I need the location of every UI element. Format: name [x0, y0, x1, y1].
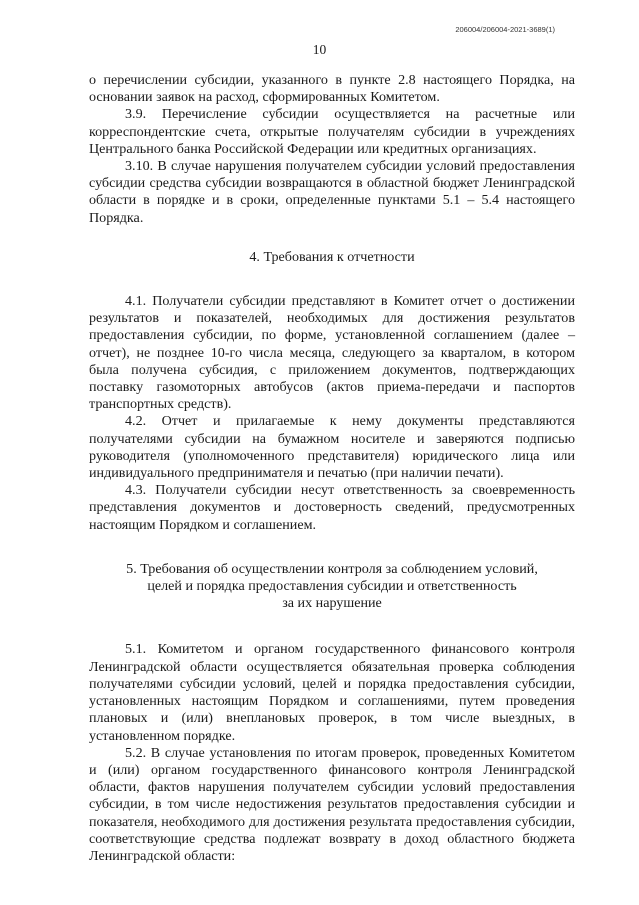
section-heading-4: 4. Требования к отчетности — [249, 248, 415, 265]
paragraph-4-2: 4.2. Отчет и прилагаемые к нему документы представляются получателями субсидии на бумажном носителе и заверяются подписью руководителя (уполномоченного представителя) юридического лица или индивидуального предпринимателя и печатью (при наличии печати). — [89, 413, 575, 482]
paragraph-5-1: 5.1. Комитетом и органом государственного финансового контроля Ленинградской области осуществляется обязательная проверка соблюдения получателями субсидии условий, целей и порядка предоставления субсидии, установленных настоящим Порядком и соглашениями, путем проведения плановых и (или) внеплановых проверок, в том числе выездных, в установленном порядке. — [89, 641, 575, 744]
paragraph-3-10: 3.10. В случае нарушения получателем субсидии условий предоставления субсидии средства субсидии возвращаются в областной бюджет Ленинградской области в порядке и в сроки, определенные пунктами 5.1 – 5.4 настоящего Порядка. — [89, 158, 575, 226]
document-id: 206004/206004-2021-3689(1) — [455, 25, 555, 34]
paragraph-4-3: 4.3. Получатели субсидии несут ответственность за своевременность представления документов и достоверность сведений, предусмотренных настоящим Порядком и соглашением. — [89, 482, 575, 533]
page-number: 10 — [312, 42, 327, 57]
section-heading-5-line-3: за их нарушение — [282, 595, 382, 612]
document-body — [89, 72, 575, 865]
paragraph-4-1: 4.1. Получатели субсидии представляют в Комитет отчет о достижении результатов и показателей, необходимых для достижения результатов предоставления субсидии, по форме, установленной соглашением (далее – отчет), не позднее 10-го числа месяца, следующего за кварталом, в котором была получена субсидия, с приложением документов, подтверждающих поставку газомоторных автобусов (актов приема-передачи и паспортов транспортных средств). — [89, 293, 575, 413]
paragraph-continuation: о перечислении субсидии, указанного в пункте 2.8 настоящего Порядка, на основании заявок на расход, сформированных Комитетом. — [89, 72, 575, 106]
paragraph-3-9: 3.9. Перечисление субсидии осуществляется на расчетные или корреспондентские счета, открытые получателям субсидии в учреждениях Центрального банка Российской Федерации или кредитных организациях. — [89, 106, 575, 157]
section-heading-5-line-1: 5. Требования об осуществлении контроля за соблюдением условий, — [126, 560, 538, 577]
section-heading-5 — [89, 561, 575, 613]
paragraph-5-2: 5.2. В случае установления по итогам проверок, проведенных Комитетом и (или) органом государственного финансового контроля Ленинградской области, фактов нарушения получателем субсидии условий предоставления субсидии, в том числе недостижения результатов предоставления субсидии и показателя, необходимого для достижения результата предоставления субсидии, соответствующие средства подлежат возврату в доход областного бюджета Ленинградской области: — [89, 744, 575, 864]
section-heading-5-line-2: целей и порядка предоставления субсидии и ответственность — [147, 578, 517, 595]
